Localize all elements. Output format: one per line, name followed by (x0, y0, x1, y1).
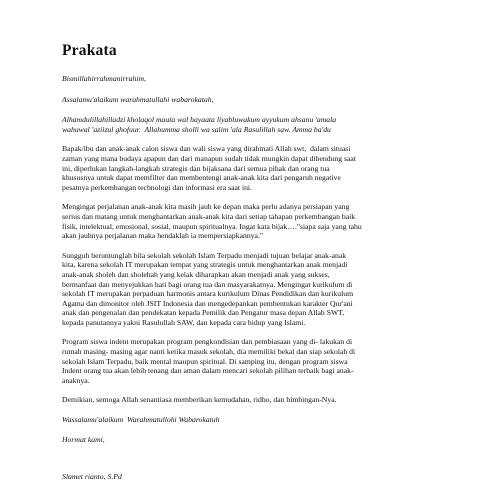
paragraph-line: Bapak/ibu dan anak-anak calon siswa dan wali siswa yang dirahmati Allah swt, dalam situasi (62, 144, 351, 154)
paragraph-line: Sungguh beruntunglah bila sekolah sekolah Islam Terpadu menjadi tujuan belajar anak-anak (62, 250, 347, 260)
salam-opening-text: Assalamu'alaikum warahmatullahi wabarokatuh, (62, 94, 214, 104)
paragraph-line: Program siswa indent merupakan program pengkondisian dan pembiasaan yang di- lakukan di (62, 337, 353, 347)
hamdalah-paragraph (62, 115, 462, 134)
paragraph-line: sekolah Islam Terpadu, baik mental maupun spiritual. Di samping itu, dengan program siswa (62, 356, 348, 366)
paragraph-line: anak dan pengenalan dan pendekatan kepada Pemilik dan Pengatur masa depan Allah SWT, (62, 308, 345, 318)
paragraph-line: zaman yang mana budaya apapun dan dari manapun sudah tidak mungkin dapat dibendung saat (62, 153, 356, 163)
signature-name: Slamet rianto, S.Pd (62, 472, 122, 482)
paragraph-line: Mengingat perjalanan anak-anak kita masih jauh ke depan maka perlu adanya persiapan yang (62, 202, 350, 212)
closing-paragraph (62, 395, 462, 405)
regards (62, 435, 462, 445)
paragraph-line: khususnya untuk dapat memfilter dan membentengi anak-anak kita dari pengaruh negative (62, 173, 341, 183)
basmalah (62, 74, 462, 84)
paragraph-line: kepada panutannya yakni Rasulullah SAW, dan kepada cara hidup yang Islami. (62, 317, 306, 327)
paragraph-line: bermanfaat dan menyejukkan hati bagi orang tua dan masyarakatnya. Mengingat kurikulum di (62, 279, 353, 289)
paragraph-4 (62, 337, 462, 385)
paragraph-line: rumah masing- masing agar nanti ketika masuk sekolah, dia memiliki bekal dan siap sekolah di (62, 347, 356, 357)
salam-opening (62, 95, 462, 105)
paragraph-3 (62, 251, 462, 328)
paragraph-line: sekolah IT merupakan perpaduan harmonis antara kurikulum Dinas Pendidikan dan kurikulum (62, 289, 354, 299)
paragraph-1 (62, 144, 462, 192)
closing-text: Demikian, semoga Allah senantiasa memberikan kemudahan, ridho, dan bimbingan-Nya. (62, 395, 337, 405)
hamdalah-line: wahuwal 'aziizul ghofuur. Allahumma sholli wa salim 'ala Rasulillah saw. Amma ba'du (62, 124, 331, 134)
paragraph-line: Agama dan dimonitor oleh JSIT Indonesia dan mengedepankan pembentukan karakter Qur'ani (62, 298, 353, 308)
salam-closing (62, 415, 462, 425)
paragraph-line: akan jauhnya perjalanan maka hendaklah ia mempersiapkannya." (62, 231, 264, 241)
basmalah-text: Bismillahirrahmanirrahim, (62, 74, 146, 83)
signature (62, 472, 462, 482)
paragraph-line: anaknya. (62, 375, 90, 385)
document-page (62, 42, 462, 482)
paragraph-2 (62, 202, 462, 240)
paragraph-line: kita, karena sekolah IT merupakan tempat yang strategis untuk menghantarkan anak menjadi (62, 260, 348, 270)
paragraph-line: serius dan matang untuk menghantarkan anak-anak kita dari setiap tahapan perkembangan baik (62, 211, 356, 221)
paragraph-line: fisik, intelektual, emosional, sosial, maupun spiritualnya. Ingat kata bijak…."siapa saja yang tahu (62, 221, 362, 231)
paragraph-line: anak-anak sholeh dan sholehah yang kelak diharapkan akan menjadi anak yang sukses, (62, 269, 330, 279)
paragraph-line: pesatnya perkembangan technologi dan informasi era saat ini. (62, 182, 252, 192)
paragraph-line: ini, diperlukan langkah-langkah strategis dan bijaksana dari semua pihak dan orang tua (62, 163, 330, 173)
regards-text: Hormat kami, (62, 434, 105, 444)
paragraph-line: Indent orang tua akan lebih tenang dan aman dalam mencari sekolah pilihan terbaik bagi anak- (62, 366, 354, 376)
document-title: Prakata (62, 42, 117, 59)
hamdalah-line: Alhamdulillahilladzi kholaqol mauta wal hayaata liyabluwakum ayyukum ahsanu 'amala (62, 115, 337, 125)
salam-closing-text: Wassalamu'alaikum Warahmatullohi Wabarokatuh (62, 415, 220, 425)
